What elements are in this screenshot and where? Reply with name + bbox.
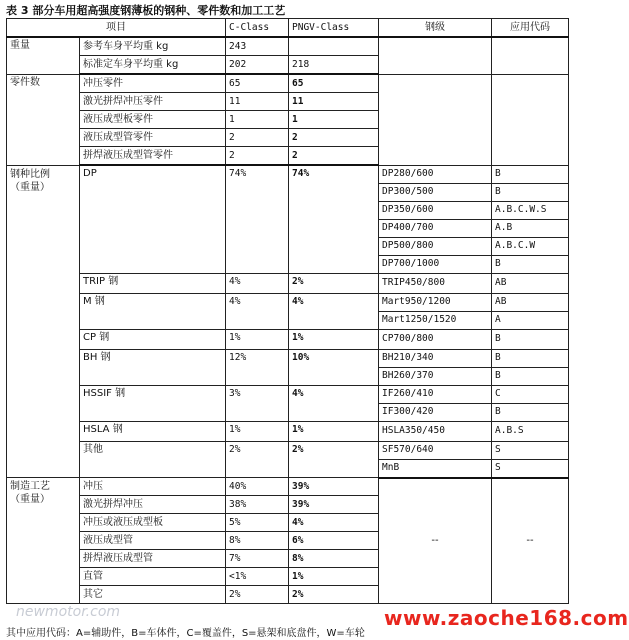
- c-class-value: 38%: [226, 496, 289, 514]
- item-cell: 冲压或液压成型板: [80, 514, 226, 532]
- item-cell: 冲压: [80, 478, 226, 496]
- section-process-sublabel: （重量）: [10, 494, 50, 505]
- pngv-value: 1%: [289, 568, 379, 586]
- header-row: [7, 19, 569, 38]
- c-class-value: 4%: [226, 273, 289, 293]
- c-class-value: 2%: [226, 441, 289, 478]
- c-class-value: 7%: [226, 550, 289, 568]
- steel-row: [7, 165, 569, 183]
- footnote: 其中应用代码：A=辅助件，B=车体件，C=覆盖件，S=悬架和底盘件，W=车轮: [6, 628, 365, 639]
- item-cell: 拼焊液压成型管: [80, 550, 226, 568]
- c-class-value: 40%: [226, 478, 289, 496]
- application-code: A.B: [492, 219, 569, 237]
- steel-type: M 钢: [80, 293, 226, 329]
- item-cell: 激光拼焊冲压: [80, 496, 226, 514]
- c-class-value: 3%: [226, 385, 289, 421]
- header-item: 项目: [7, 19, 226, 38]
- c-class-value: 2: [226, 129, 289, 147]
- item-cell: 拼焊液压成型管零件: [80, 147, 226, 166]
- pngv-value: 10%: [289, 349, 379, 385]
- pngv-value: 11: [289, 93, 379, 111]
- application-code: B: [492, 403, 569, 421]
- c-class-value: 202: [226, 56, 289, 75]
- faint-watermark: newmotor.com: [16, 604, 121, 620]
- c-class-value: 65: [226, 74, 289, 93]
- item-cell: 参考车身平均重 kg: [80, 37, 226, 56]
- section-weight: 重量: [7, 37, 80, 74]
- code-dash: --: [492, 478, 569, 604]
- application-code: S: [492, 459, 569, 478]
- c-class-value: 243: [226, 37, 289, 56]
- application-code: AB: [492, 293, 569, 311]
- c-class-value: 2: [226, 147, 289, 166]
- header-code: 应用代码: [492, 19, 569, 38]
- steel-grade: MnB: [379, 459, 492, 478]
- pngv-value: [289, 37, 379, 56]
- steel-type: CP 钢: [80, 329, 226, 349]
- c-class-value: 8%: [226, 532, 289, 550]
- application-code: B: [492, 183, 569, 201]
- pngv-value: 1%: [289, 329, 379, 349]
- application-code: B: [492, 255, 569, 273]
- pngv-value: 1%: [289, 421, 379, 441]
- application-code: A.B.C.W: [492, 237, 569, 255]
- section-process-label: 制造工艺: [10, 481, 50, 492]
- steel-grade: HSLA350/450: [379, 421, 492, 441]
- weight-row: [7, 37, 569, 56]
- pngv-value: 218: [289, 56, 379, 75]
- header-grade: 钢级: [379, 19, 492, 38]
- steel-grade: Mart950/1200: [379, 293, 492, 311]
- steel-type: DP: [80, 165, 226, 273]
- c-class-value: 2%: [226, 586, 289, 604]
- steel-row: [7, 273, 569, 293]
- pngv-value: 39%: [289, 496, 379, 514]
- steel-grade: TRIP450/800: [379, 273, 492, 293]
- item-cell: 激光拼焊冲压零件: [80, 93, 226, 111]
- site-watermark: www.zaoche168.com: [384, 606, 629, 630]
- section-process: [7, 478, 80, 604]
- grade-empty: [379, 74, 492, 165]
- steel-grade: BH210/340: [379, 349, 492, 367]
- item-cell: 冲压零件: [80, 74, 226, 93]
- pngv-value: 2%: [289, 441, 379, 478]
- item-cell: 液压成型板零件: [80, 111, 226, 129]
- section-parts: 零件数: [7, 74, 80, 165]
- parts-row: [7, 74, 569, 93]
- steel-row: [7, 349, 569, 367]
- application-code: B: [492, 349, 569, 367]
- pngv-value: 4%: [289, 514, 379, 532]
- steel-grade: DP300/500: [379, 183, 492, 201]
- steel-type: 其他: [80, 441, 226, 478]
- c-class-value: 4%: [226, 293, 289, 329]
- steel-grade: Mart1250/1520: [379, 311, 492, 329]
- pngv-value: 4%: [289, 385, 379, 421]
- steel-row: [7, 293, 569, 311]
- item-cell: 液压成型管: [80, 532, 226, 550]
- steel-grade: BH260/370: [379, 367, 492, 385]
- c-class-value: 11: [226, 93, 289, 111]
- application-code: S: [492, 441, 569, 459]
- application-code: B: [492, 329, 569, 349]
- steel-data-table: [6, 18, 569, 604]
- steel-grade: DP500/800: [379, 237, 492, 255]
- section-steel-sublabel: （重量）: [10, 181, 50, 193]
- steel-grade: DP280/600: [379, 165, 492, 183]
- pngv-value: 2%: [289, 586, 379, 604]
- steel-row: [7, 441, 569, 459]
- steel-row: [7, 421, 569, 441]
- code-empty: [492, 37, 569, 74]
- pngv-value: 6%: [289, 532, 379, 550]
- pngv-value: 39%: [289, 478, 379, 496]
- steel-row: [7, 329, 569, 349]
- application-code: A.B.C.W.S: [492, 201, 569, 219]
- steel-type: HSLA 钢: [80, 421, 226, 441]
- item-cell: 其它: [80, 586, 226, 604]
- grade-empty: [379, 37, 492, 74]
- steel-row: [7, 385, 569, 403]
- c-class-value: 1%: [226, 421, 289, 441]
- header-pngv-class: PNGV-Class: [289, 19, 379, 38]
- steel-grade: CP700/800: [379, 329, 492, 349]
- steel-type: TRIP 钢: [80, 273, 226, 293]
- pngv-value: 2: [289, 147, 379, 166]
- c-class-value: 1%: [226, 329, 289, 349]
- item-cell: 液压成型管零件: [80, 129, 226, 147]
- code-empty: [492, 74, 569, 165]
- header-c-class: C-Class: [226, 19, 289, 38]
- c-class-value: 5%: [226, 514, 289, 532]
- section-steel-label: 钢种比例: [10, 168, 50, 180]
- steel-type: HSSIF 钢: [80, 385, 226, 421]
- application-code: B: [492, 165, 569, 183]
- process-row: [7, 478, 569, 496]
- steel-type: BH 钢: [80, 349, 226, 385]
- steel-grade: IF300/420: [379, 403, 492, 421]
- c-class-value: 12%: [226, 349, 289, 385]
- section-steel: [7, 165, 80, 478]
- pngv-value: 4%: [289, 293, 379, 329]
- application-code: AB: [492, 273, 569, 293]
- application-code: A.B.S: [492, 421, 569, 441]
- steel-grade: DP700/1000: [379, 255, 492, 273]
- grade-dash: --: [379, 478, 492, 604]
- application-code: C: [492, 385, 569, 403]
- pngv-value: 65: [289, 74, 379, 93]
- pngv-value: 8%: [289, 550, 379, 568]
- item-cell: 标准定车身平均重 kg: [80, 56, 226, 75]
- c-class-value: 74%: [226, 165, 289, 273]
- application-code: A: [492, 311, 569, 329]
- steel-grade: DP350/600: [379, 201, 492, 219]
- steel-grade: IF260/410: [379, 385, 492, 403]
- table-title: 表 3 部分车用超高强度钢薄板的钢种、零件数和加工工艺: [6, 4, 286, 17]
- c-class-value: 1: [226, 111, 289, 129]
- c-class-value: <1%: [226, 568, 289, 586]
- application-code: B: [492, 367, 569, 385]
- pngv-value: 1: [289, 111, 379, 129]
- pngv-value: 74%: [289, 165, 379, 273]
- item-cell: 直管: [80, 568, 226, 586]
- steel-grade: SF570/640: [379, 441, 492, 459]
- pngv-value: 2: [289, 129, 379, 147]
- steel-grade: DP400/700: [379, 219, 492, 237]
- pngv-value: 2%: [289, 273, 379, 293]
